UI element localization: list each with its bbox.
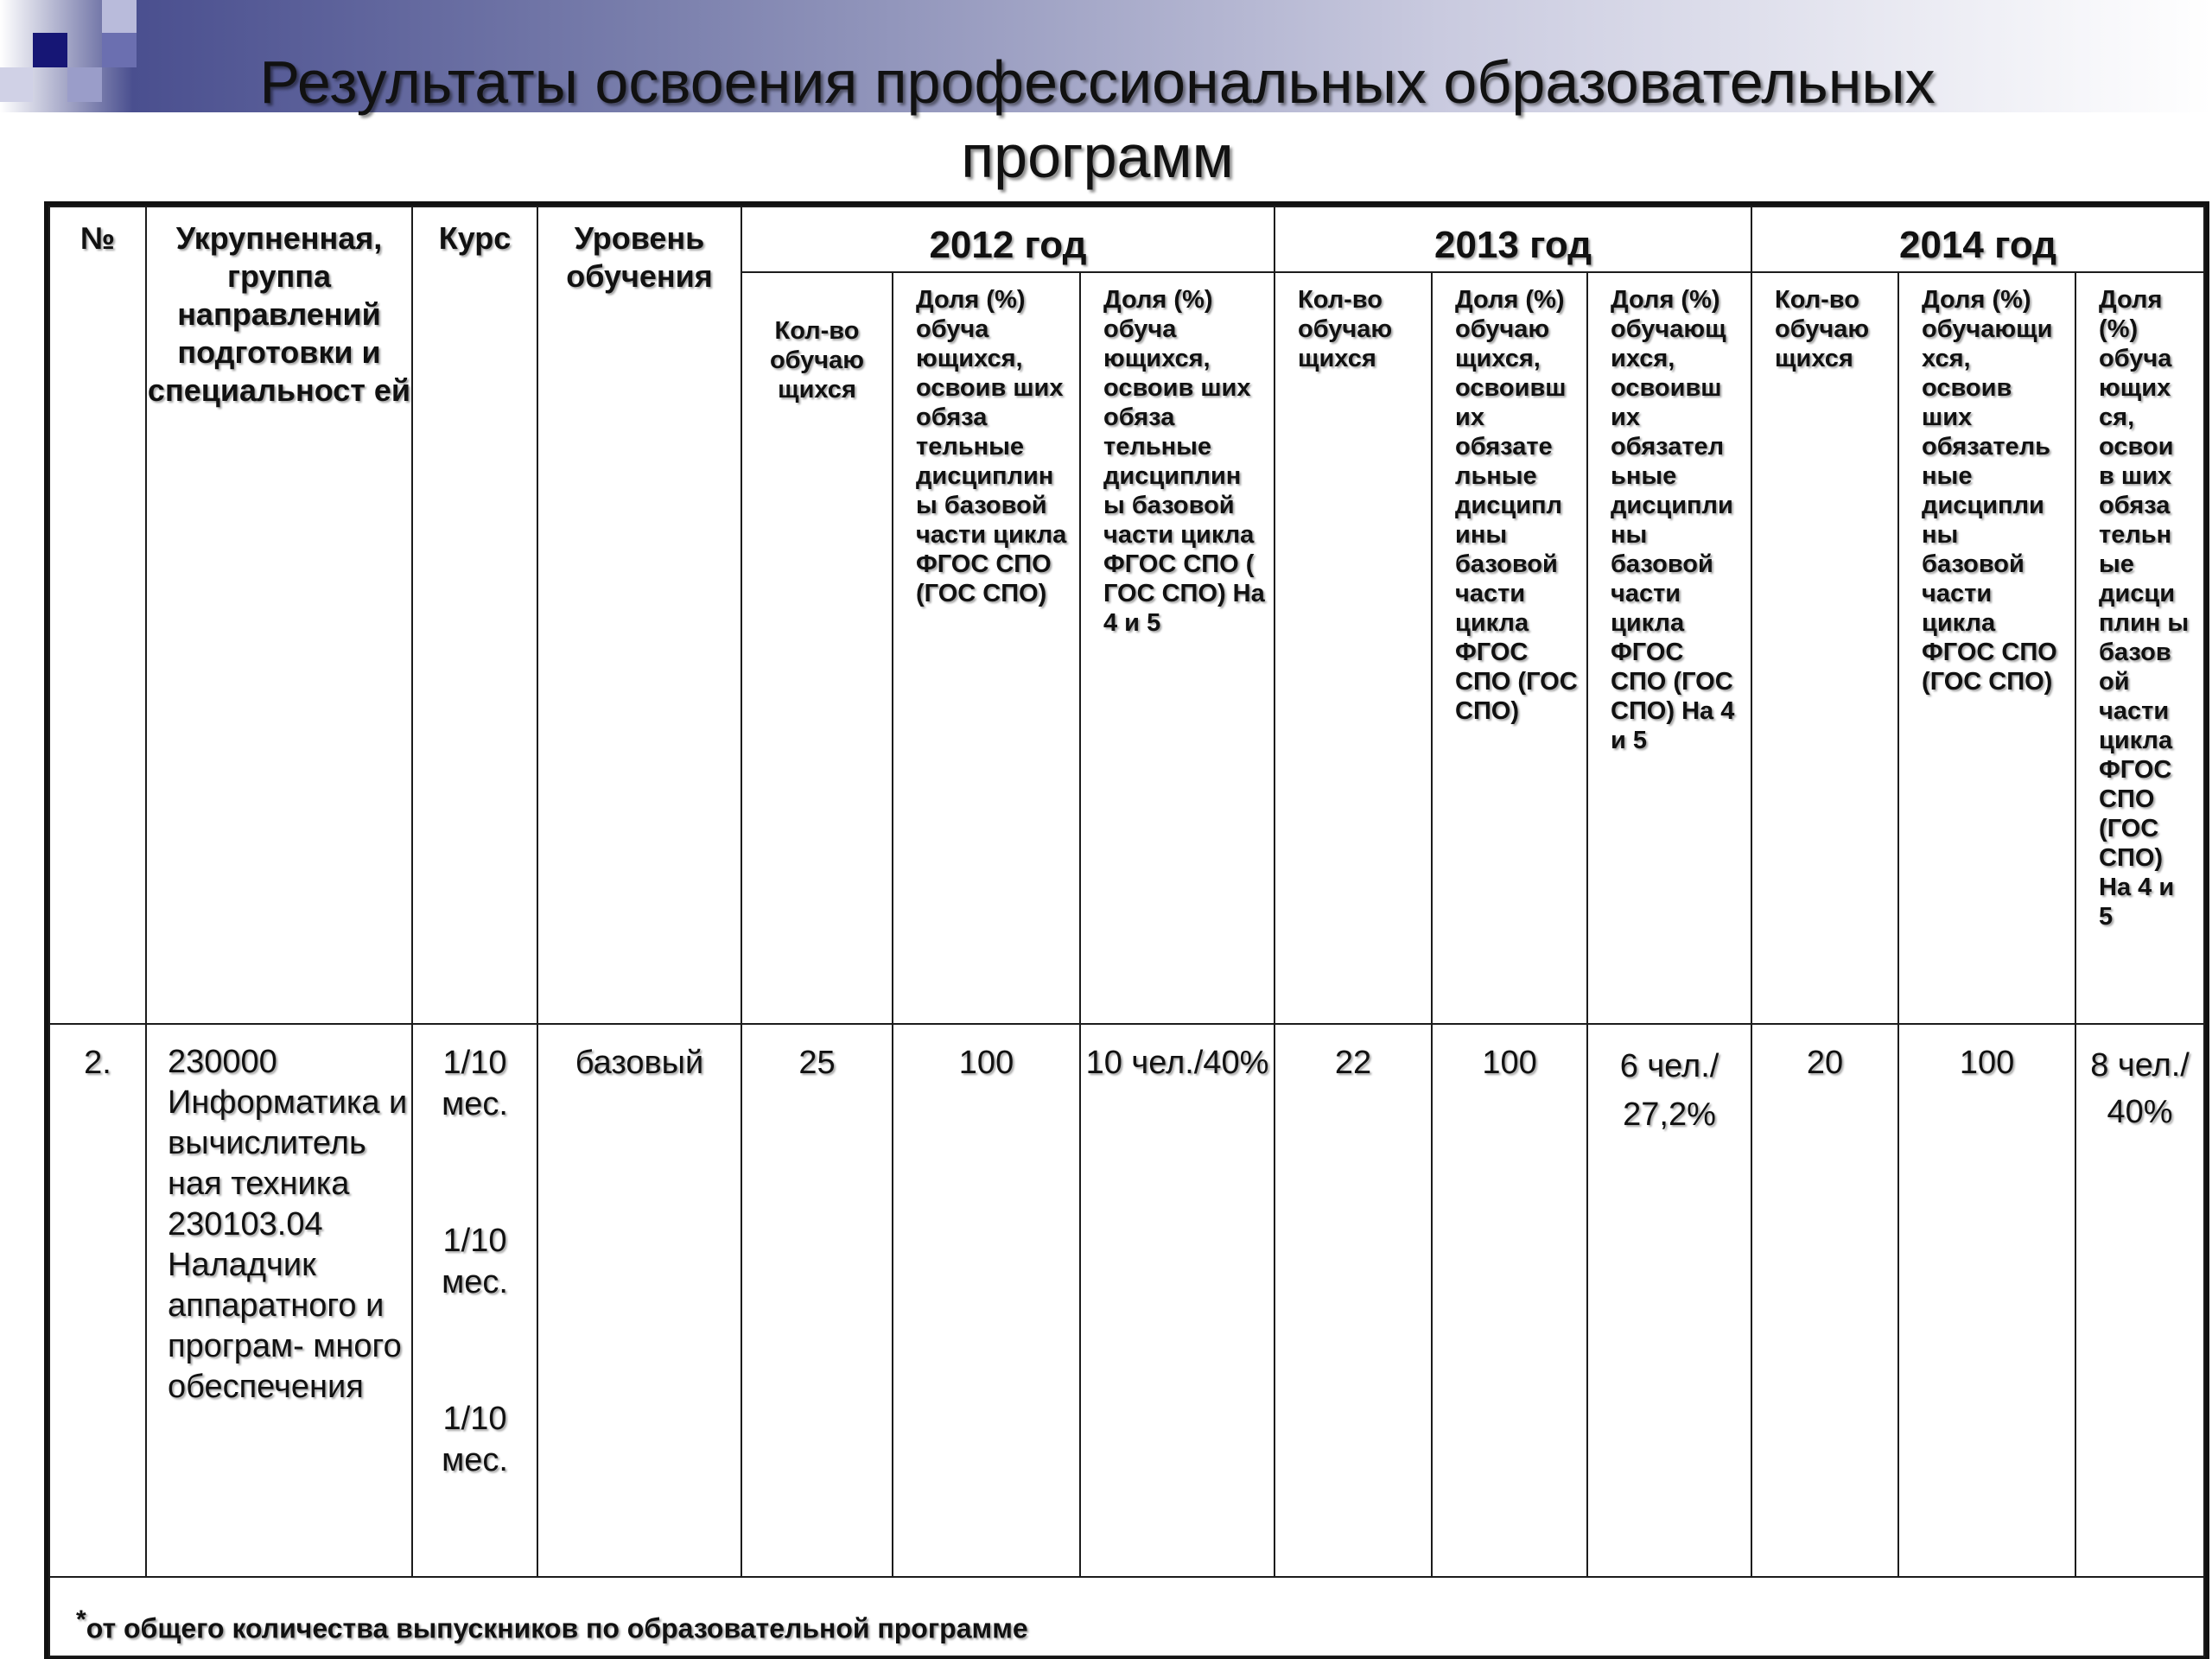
course-value: 1/10 мес.: [442, 1045, 508, 1122]
footnote-mark: *: [76, 1605, 86, 1635]
header-2014-count: Кол-во обучаю щихся: [1751, 272, 1898, 1024]
group-code-b: 230103.04 Наладчик аппаратного и програм- много обеспечения: [168, 1206, 402, 1405]
cell-2014-share: 100: [1898, 1024, 2075, 1577]
header-2012-share-4-5: Доля (%) обуча ющихся, освоив ших обяза тельные дисциплин ы базовой части цикла ФГОС СПО ( ГОС СПО) На 4 и 5: [1080, 272, 1274, 1024]
decor-square-light: [67, 67, 102, 102]
decor-square-mid: [102, 33, 137, 67]
header-2013-share: Доля (%) обучаю щихся, освоивш их обязате льные дисципл ины базовой части цикла ФГОС СПО (ГОС СПО): [1432, 272, 1587, 1024]
cell-group: [146, 1024, 412, 1577]
table-row: [49, 1024, 2204, 1577]
course-value: 1/10 мес.: [442, 1401, 508, 1478]
group-code-a: 230000 Информатика и вычислитель ная техника: [168, 1044, 408, 1202]
header-2014-share-4-5: Доля (%) обуча ющих ся, освои в ших обяза тельн ые дисци плин ы базов ой части цикла ФГОС СПО (ГОС СПО) На 4 и 5: [2075, 272, 2204, 1024]
cell-num: 2.: [49, 1024, 146, 1577]
cell-2014-share-4-5: 8 чел./ 40%: [2075, 1024, 2204, 1577]
header-group: Укрупненная, группа направлений подготовки и специальност ей: [146, 207, 412, 1024]
cell-2012-count: 25: [741, 1024, 893, 1577]
header-2013-count: Кол-во обучаю щихся: [1274, 272, 1432, 1024]
cell-2014-count: 20: [1751, 1024, 1898, 1577]
header-2012-count: Кол-во обучаю щихся: [741, 272, 893, 1024]
decor-square-light: [0, 67, 33, 102]
header-num: №: [49, 207, 146, 1024]
footnote-text: от общего количества выпускников по образовательной программе: [86, 1612, 1028, 1644]
header-year-2013: 2013 год: [1274, 207, 1751, 272]
cell-level: базовый: [537, 1024, 741, 1577]
decor-square-light: [102, 0, 137, 33]
cell-2013-share: 100: [1432, 1024, 1587, 1577]
cell-2012-share-4-5: 10 чел./40%: [1080, 1024, 1274, 1577]
header-level: Уровень обучения: [537, 207, 741, 1024]
slide-title: Результаты освоения профессиональных образовательных программ: [259, 48, 1936, 190]
footnote: [49, 1577, 2204, 1656]
header-2012-share: Доля (%) обуча ющихся, освоив ших обяза тельные дисциплин ы базовой части цикла ФГОС СПО (ГОС СПО): [893, 272, 1080, 1024]
header-2013-share-4-5: Доля (%) обучающ ихся, освоивш их обязател ьные дисципли ны базовой части цикла ФГОС СПО (ГОС СПО) На 4 и 5: [1587, 272, 1751, 1024]
results-table: [48, 206, 2205, 1657]
header-course: Курс: [412, 207, 537, 1024]
cell-course: [412, 1024, 537, 1577]
header-2014-share: Доля (%) обучающи хся, освоив ших обязатель ные дисципли ны базовой части цикла ФГОС СПО (ГОС СПО): [1898, 272, 2075, 1024]
cell-2012-share: 100: [893, 1024, 1080, 1577]
course-value: 1/10 мес.: [442, 1223, 508, 1300]
cell-2013-count: 22: [1274, 1024, 1432, 1577]
header-year-2014: 2014 год: [1751, 207, 2204, 272]
decor-square-dark: [33, 33, 67, 67]
cell-2013-share-4-5: 6 чел./ 27,2%: [1587, 1024, 1751, 1577]
header-year-2012: 2012 год: [741, 207, 1274, 272]
